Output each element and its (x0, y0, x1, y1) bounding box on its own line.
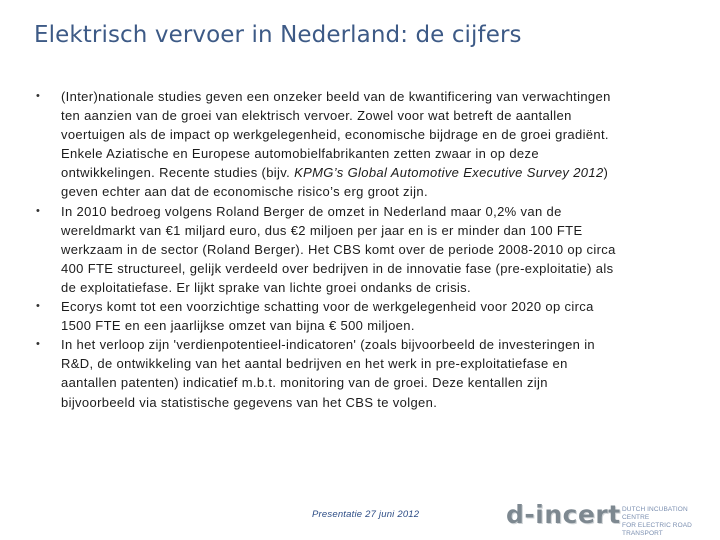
logo-tagline-line1: DUTCH INCUBATION CENTRE (622, 506, 688, 521)
bullet-text: In het verloop zijn 'verdienpotentieel-indicatoren' (zoals bijvoorbeeld de investeringen in R&D, de ontwikkeling van het aantal bedrijven en het werk in pre-exploitatiefase en aantallen patenten) indicatief m.b.t. monitoring van de groei. Deze kentallen zijn bijvoorbeeld via statistische gegevens van het CBS te volgen. (61, 337, 596, 410)
bullet-icon: • (36, 300, 41, 313)
logo-tagline (622, 506, 716, 538)
logo-wordmark: d-incert (506, 500, 621, 529)
bullet-text: (Inter)nationale studies geven een onzeker beeld van de kwantificering van verwachtingen ten aanzien van de groei van elektrisch vervoer. Zowel voor wat betreft de aantallen voertuigen als de impact op werkgelegenheid, economische bijdrage en de groei gradiënt. Enkele Aziatische en Europese automobielfabrikanten zetten zwaar in op deze ontwikkelingen. Recente studies (bijv. (61, 89, 611, 181)
bullet-text: In 2010 bedroeg volgens Roland Berger de omzet in Nederland maar 0,2% van de wereldmarkt van €1 miljard euro, dus €2 miljoen per jaar en is er minder dan 100 FTE werkzaam in de sector (Roland Berger). Het CBS komt over de periode 2008-2010 op circa 400 FTE structureel, gelijk verdeeld over bedrijven in de innovatie fase (pre-exploitatie) als de exploitatiefase. Er lijkt sprake van lichte groei ondanks de crisis. (61, 203, 616, 295)
bullet-text: Ecorys komt tot een voorzichtige schatting voor de werkgelegenheid voor 2020 op circa 1500 FTE en een jaarlijkse omzet van bijna € 500 miljoen. (61, 299, 594, 334)
bullet-text: ) geven echter aan dat de economische risico’s erg groot zijn. (61, 165, 609, 200)
d-incert-logo (506, 500, 716, 537)
bullet-item-studies (36, 87, 626, 202)
bullet-item-roland-berger (36, 202, 626, 297)
bullet-italic-source: KPMG’s Global Automotive Executive Survey 2012 (294, 165, 604, 181)
bullet-icon: • (36, 338, 41, 351)
bullet-item-ecorys (36, 297, 626, 335)
logo-tagline-line2: FOR ELECTRIC ROAD TRANSPORT (622, 522, 692, 537)
bullet-icon: • (36, 90, 41, 102)
bullet-icon: • (36, 204, 41, 217)
slide-title: Elektrisch vervoer in Nederland: de cijfers (34, 22, 522, 48)
bullet-item-indicatoren (36, 335, 626, 411)
footer-date: Presentatie 27 juni 2012 (312, 509, 420, 520)
bullet-list (36, 87, 626, 412)
